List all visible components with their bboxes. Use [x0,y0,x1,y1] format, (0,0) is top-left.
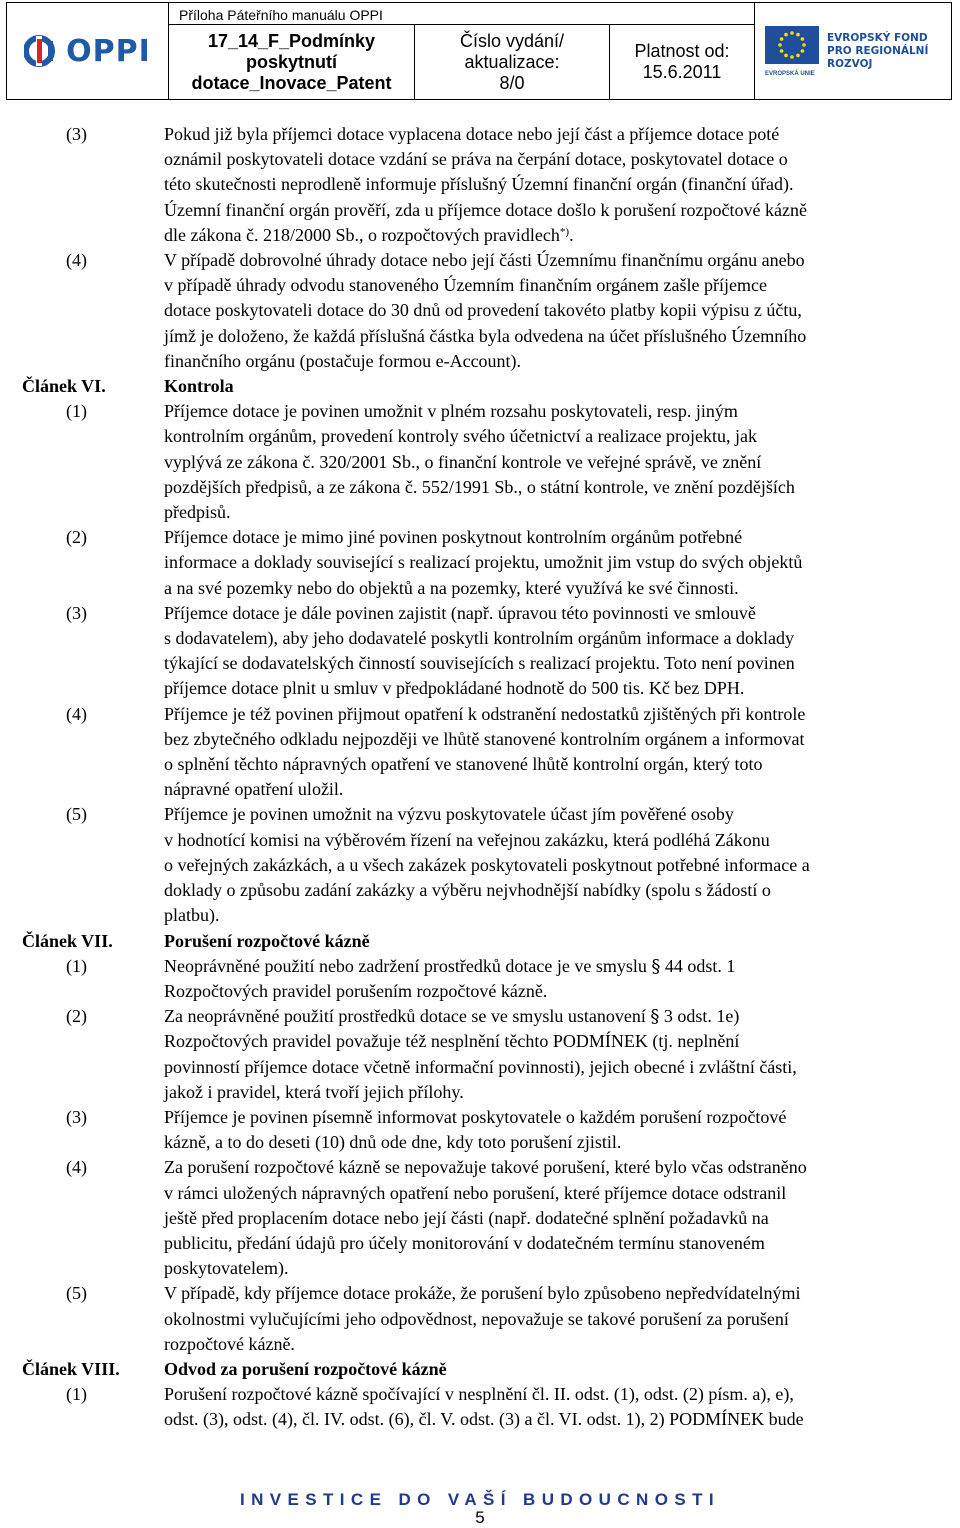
paragraph-7-4 [0,1155,960,1281]
document-id [169,25,415,99]
paragraph-6-3 [0,601,960,702]
text-span: dle zákona č. 218/2000 Sb., o rozpočtových pravidlech [164,224,560,245]
article-title: Kontrola [164,376,234,397]
article-label: Článek VI. [22,376,106,397]
text-line: oznámil poskytovateli dotace vzdání se práva na čerpání dotace, poskytovatel dotace o [164,149,788,170]
text-span: . [569,224,574,245]
paragraph-text [164,954,951,1004]
eu-logo [765,26,928,77]
text-line: poskytovatelem). [164,1258,289,1279]
eu-fund-name [827,32,928,71]
paragraph-5-3 [0,122,960,248]
paragraph-text [164,601,951,702]
issue-label-line1: Číslo vydání/ [459,30,565,51]
article-7-heading [0,929,960,954]
footnote-marker: *) [559,225,570,238]
text-line: Za porušení rozpočtové kázně se nepovažuje takové porušení, které bylo včas odstraněno [164,1157,807,1178]
text-line: o splnění těchto nápravných opatření ve stanovené lhůtě kontrolní orgán, který toto [164,754,763,775]
text-span: 44 odst. 1 [660,955,736,976]
text-line: finančního orgánu (postačuje formou e-Account). [164,350,522,371]
article-title: Porušení rozpočtové kázně [164,930,370,951]
paragraph-number: (5) [66,804,87,825]
text-line: Příjemce dotace je povinen umožnit v plném rozsahu poskytovateli, resp. jiným [164,401,738,422]
text-line: rozpočtové kázně. [164,1333,295,1354]
validity-date [610,25,754,99]
text-line: dotace poskytovateli dotace do 30 dnů od provedení takovéto platby kopii výpisu z účtu, [164,300,802,321]
text-span: Za neoprávněné použití prostředků dotace se ve smyslu ustanovení [164,1006,651,1027]
paragraph-number: (4) [66,250,87,271]
eu-caption: EVROPSKÁ UNIE [765,70,815,77]
text-line: Pokud již byla příjemci dotace vyplacena dotace nebo její část a příjemce dotace poté [164,124,780,144]
article-label: Článek VII. [22,930,113,951]
text-line [164,954,951,979]
text-line: Územní finanční orgán prověří, zda u příjemce dotace došlo k porušení rozpočtové kázně [164,199,807,220]
oppi-emblem-icon [24,31,60,71]
text-line: a na své pozemky nebo do objektů a na pozemky, které využívá ke své činnosti. [164,577,739,598]
document-body [0,122,960,1433]
paragraph-7-1 [0,954,960,1004]
paragraph-7-5 [0,1281,960,1357]
paragraph-number: (3) [66,602,87,623]
paragraph-text [164,1105,951,1155]
paragraph-text [164,399,951,525]
text-line: bez zbytečného odkladu nejpozději ve lhůtě stanovené kontrolním orgánem a informovat [164,728,805,749]
text-line: okolnostmi vylučujícími jeho odpovědnost, nepovažuje se takové porušení za porušení [164,1308,789,1329]
document-id-line3: dotace_Inovace_Patent [191,72,392,93]
annex-title: Příloha Páteřního manuálu OPPI [169,3,754,25]
paragraph-number: (2) [66,527,87,548]
text-line: Rozpočtových pravidel považuje též nesplnění těchto PODMÍNEK (tj. neplnění [164,1031,740,1052]
paragraph-text [164,122,951,248]
paragraph-number: (3) [66,124,87,144]
text-line: Příjemce je též povinen přijmout opatření k odstranění nedostatků zjištěných při kontrole [164,703,806,724]
text-line [164,223,951,248]
paragraph-text [164,1004,951,1105]
text-line: kázně, a to do deseti (10) dnů ode dne, kdy toto porušení zjistil. [164,1132,622,1153]
eu-fund-line2: PRO REGIONÁLNÍ [827,44,929,57]
section-sign: § [651,955,661,977]
text-line: V případě, kdy příjemce dotace prokáže, že porušení bylo způsobeno nepředvídatelnými [164,1283,801,1304]
paragraph-number: (5) [66,1283,87,1304]
eu-fund-line1: EVROPSKÝ FOND [827,31,928,44]
text-line: v případě úhrady odvodu stanoveného Územním finančním orgánem zašle příjemce [164,275,767,296]
article-8-heading [0,1357,960,1382]
paragraph-text [164,1281,951,1357]
text-line: nápravné opatření uložil. [164,779,344,800]
text-line: předpisů. [164,502,231,523]
eu-fund-line3: ROZVOJ [827,57,873,70]
text-line: Příjemce dotace je dále povinen zajistit (např. úpravou této povinnosti ve smlouvě [164,602,756,623]
text-line: informace a doklady související s realizací projektu, umožnit jim vstup do svých objektů [164,552,803,573]
oppi-logo-cell [7,3,169,99]
validity-label: Platnost od: [634,41,730,61]
text-line: v hodnotící komisi na výběrovém řízení na veřejnou zakázku, která podléhá Zákonu [164,829,770,850]
footer-slogan: INVESTICE DO VAŠÍ BUDOUCNOSTI [240,1490,720,1509]
document-id-line2: poskytnutí [245,51,337,72]
validity-value: 15.6.2011 [642,62,722,82]
text-line [164,1004,951,1029]
article-6-heading [0,374,960,399]
issue-value: 8/0 [499,72,525,93]
issue-label-line2: aktualizace: [464,51,560,72]
eu-flag-icon [765,26,819,64]
text-span: Neoprávněné použití nebo zadržení prostředků dotace je ve smyslu [164,955,652,976]
paragraph-8-1 [0,1382,960,1432]
paragraph-number: (1) [66,955,87,976]
paragraph-text [164,1382,951,1432]
text-line: příjemce dotace plnit u smluv v předpokládané hodnotě do 500 tis. Kč bez DPH. [164,678,745,699]
paragraph-number: (2) [66,1006,87,1027]
paragraph-6-1 [0,399,960,525]
paragraph-number: (4) [66,703,87,724]
document-id-line1: 17_14_F_Podmínky [207,30,376,51]
paragraph-5-4 [0,248,960,374]
text-line: povinností příjemce dotace včetně informační povinnosti), jejich obecné i zvláštní části, [164,1056,797,1077]
paragraph-text [164,702,951,803]
text-line: o veřejných zakázkách, a u všech zakázek poskytovateli poskytnout potřebné informace a [164,854,810,875]
paragraph-number: (3) [66,1106,87,1127]
text-line: kontrolním orgánům, provedení kontroly svého účetnictví a realizace projektu, jak [164,426,757,447]
issue-number [415,25,610,99]
document-header [6,2,952,100]
text-line: publicitu, předání údajů pro účely monitorování v dodatečném termínu stanoveném [164,1232,765,1253]
text-line: pozdějších předpisů, a ze zákona č. 552/1991 Sb., o státní kontrole, ve znění pozdějších [164,476,795,497]
paragraph-number: (1) [66,401,87,422]
text-line: Příjemce dotace je mimo jiné povinen poskytnout kontrolním orgánům potřebné [164,527,743,548]
text-span: 3 odst. 1e) [659,1006,740,1027]
oppi-logo [24,31,151,71]
paragraph-6-2 [0,525,960,601]
eu-logo-cell [755,3,951,99]
article-label: Článek VIII. [22,1358,120,1379]
text-line: Příjemce je povinen písemně informovat poskytovatele o každém porušení rozpočtové [164,1106,787,1127]
paragraph-7-3 [0,1105,960,1155]
paragraph-7-2 [0,1004,960,1105]
paragraph-text [164,525,951,601]
paragraph-number: (4) [66,1157,87,1178]
text-line: V případě dobrovolné úhrady dotace nebo její části Územnímu finančnímu orgánu anebo [164,250,805,271]
text-line: odst. (3), odst. (4), čl. IV. odst. (6), čl. V. odst. (3) a čl. VI. odst. 1), 2) PODMÍNEK bude [164,1409,804,1430]
text-line: s dodavatelem), aby jeho dodavatelé poskytli kontrolním orgánům informace a doklady [164,628,794,649]
text-line: Příjemce je povinen umožnit na výzvu poskytovatele účast jím pověřené osoby [164,804,734,825]
paragraph-text [164,248,951,374]
header-info [169,3,755,99]
paragraph-text [164,802,951,928]
text-line: Porušení rozpočtové kázně spočívající v nesplnění čl. II. odst. (1), odst. (2) písm. a), e), [164,1384,794,1405]
text-line: platbu). [164,905,220,926]
paragraph-6-5 [0,802,960,928]
paragraph-text [164,1155,951,1281]
oppi-logo-text: OPPI [66,33,151,69]
section-sign: § [650,1006,660,1028]
text-line: této skutečnosti neprodleně informuje příslušný Územní finanční orgán (finanční úřad). [164,174,794,195]
page-number: 5 [475,1508,485,1527]
article-title: Odvod za porušení rozpočtové kázně [164,1358,447,1379]
text-line: Rozpočtových pravidel porušením rozpočtové kázně. [164,980,548,1001]
paragraph-number: (1) [66,1384,87,1405]
paragraph-6-4 [0,702,960,803]
text-line: doklady o způsobu zadání zakázky a výběru nejvhodnější nabídky (spolu s žádostí o [164,880,771,901]
text-line: v rámci uložených nápravných opatření nebo porušení, které příjemce dotace odstranil [164,1182,787,1203]
text-line: jakož i pravidel, která tvoří jejich přílohy. [164,1081,464,1102]
text-line: jímž je doloženo, že každá příslušná částka byla odvedena na účet příslušného Územního [164,325,807,346]
text-line: ještě před proplacením dotace nebo její části (např. dodatečné splnění požadavků na [164,1207,769,1228]
text-line: týkající se dodavatelských činností souvisejících s realizací projektu. Toto není povinen [164,653,795,674]
text-line: vyplývá ze zákona č. 320/2001 Sb., o finanční kontrole ve veřejné správě, ve znění [164,451,762,472]
